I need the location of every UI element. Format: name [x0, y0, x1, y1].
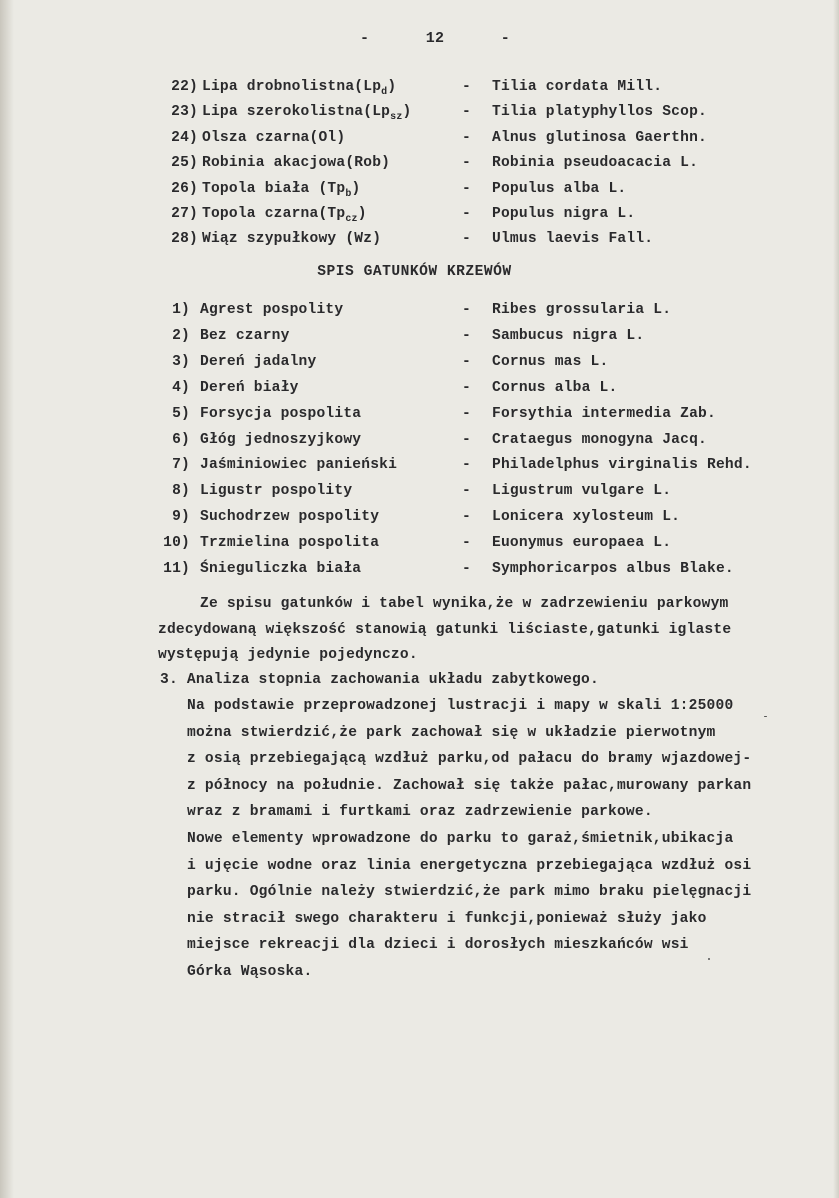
item-number: 6)	[172, 431, 190, 448]
separator-dash: -	[462, 457, 471, 474]
separator-dash: -	[462, 327, 471, 344]
section-3-line: parku. Ogólnie należy stwierdzić,że park mimo braku pielęgnacji	[187, 884, 752, 901]
page-left-edge-shadow	[0, 0, 14, 1198]
page-number-dash-right: -	[500, 30, 510, 47]
polish-name-text: Lipa drobnolistna(Lp	[202, 79, 382, 95]
latin-name: Populus nigra L.	[492, 206, 636, 222]
closing-paren: )	[351, 180, 361, 197]
closing-paren: )	[402, 104, 412, 121]
item-number: 1)	[172, 302, 190, 318]
section-3-line: można stwierdzić,że park zachował się w układzie pierwotnym	[187, 724, 716, 741]
separator-dash: -	[462, 129, 471, 146]
closing-paren: )	[387, 79, 397, 95]
separator-dash: -	[462, 104, 471, 121]
separator-dash: -	[462, 206, 471, 222]
item-number: 5)	[172, 405, 190, 422]
separator-dash: -	[462, 353, 471, 370]
latin-name: Forsythia intermedia Zab.	[492, 405, 716, 422]
item-number: 24)	[171, 129, 198, 146]
polish-name	[202, 205, 367, 223]
polish-name: Agrest pospolity	[200, 302, 344, 318]
abbreviation-subscript: cz	[345, 214, 358, 225]
separator-dash: -	[462, 379, 471, 396]
polish-name	[202, 129, 345, 147]
polish-name: Jaśminiowiec panieński	[200, 457, 398, 474]
separator-dash: -	[462, 431, 471, 448]
polish-name-text: Olsza czarna(Ol)	[202, 129, 346, 146]
item-number: 7)	[172, 457, 190, 474]
item-number: 8)	[172, 483, 190, 500]
polish-name-text: Robinia akacjowa(Rob)	[202, 155, 391, 172]
polish-name	[202, 180, 361, 198]
latin-name: Cornus alba L.	[492, 379, 618, 396]
polish-name: Dereń biały	[200, 379, 299, 396]
page-number	[360, 30, 510, 47]
section-3-line: z północy na południe. Zachował się także pałac,murowany parkan	[187, 777, 752, 794]
latin-name: Alnus glutinosa Gaerthn.	[492, 129, 707, 146]
summary-line: występują jedynie pojedynczo.	[158, 647, 418, 663]
polish-name	[202, 78, 396, 96]
separator-dash: -	[462, 509, 471, 526]
section-3-line: Na podstawie przeprowadzonej lustracji i mapy w skali 1:25000	[187, 698, 734, 714]
latin-name: Lonicera xylosteum L.	[492, 509, 681, 526]
item-number: 10)	[163, 535, 190, 552]
polish-name	[202, 103, 412, 124]
section-3-line: wraz z bramami i furtkami oraz zadrzewienie parkowe.	[187, 804, 653, 821]
paper-speck	[764, 716, 767, 717]
latin-name: Sambucus nigra L.	[492, 327, 645, 344]
separator-dash: -	[462, 483, 471, 500]
polish-name: Śnieguliczka biała	[200, 561, 362, 577]
separator-dash: -	[462, 79, 471, 95]
latin-name: Tilia platyphyllos Scop.	[492, 104, 707, 121]
separator-dash: -	[462, 561, 471, 577]
separator-dash: -	[462, 155, 471, 172]
latin-name: Euonymus europaea L.	[492, 535, 672, 552]
abbreviation-subscript: sz	[390, 112, 403, 124]
latin-name: Populus alba L.	[492, 180, 627, 197]
summary-line: Ze spisu gatunków i tabel wynika,że w zadrzewieniu parkowym	[200, 596, 729, 612]
latin-name: Philadelphus virginalis Rehd.	[492, 457, 752, 474]
shrubs-section-title: SPIS GATUNKÓW KRZEWÓW	[317, 264, 512, 280]
polish-name: Trzmielina pospolita	[200, 535, 380, 552]
latin-name: Ligustrum vulgare L.	[492, 483, 672, 500]
section-3-line: miejsce rekreacji dla dzieci i dorosłych mieszkańców wsi	[187, 937, 689, 954]
polish-name: Suchodrzew pospolity	[200, 509, 380, 526]
section-3-line: Górka Wąsoska.	[187, 964, 313, 980]
item-number: 27)	[171, 206, 198, 222]
polish-name	[202, 230, 381, 248]
section-3-line: i ujęcie wodne oraz linia energetyczna przebiegająca wzdłuż osi	[187, 857, 752, 874]
latin-name: Tilia cordata Mill.	[492, 79, 663, 95]
paper-speck	[708, 958, 710, 960]
polish-name: Głóg jednoszyjkowy	[200, 431, 362, 448]
polish-name-text: Topola czarna(Tp	[202, 206, 346, 222]
section-3-line: z osią przebiegającą wzdłuż parku,od pałacu do bramy wjazdowej-	[187, 751, 752, 768]
page-number-value: 12	[425, 30, 445, 47]
latin-name: Crataegus monogyna Jacq.	[492, 431, 707, 448]
polish-name: Forsycja pospolita	[200, 405, 362, 422]
item-number: 2)	[172, 327, 190, 344]
section-3-line: nie stracił swego charakteru i funkcji,ponieważ służy jako	[187, 910, 707, 927]
polish-name: Bez czarny	[200, 327, 290, 344]
closing-paren: )	[357, 206, 367, 222]
item-number: 28)	[171, 231, 198, 248]
abbreviation-subscript: b	[345, 188, 352, 200]
latin-name: Symphoricarpos albus Blake.	[492, 561, 734, 577]
page-right-edge-shadow	[833, 0, 839, 1198]
item-number: 23)	[171, 104, 198, 121]
item-number: 11)	[163, 561, 190, 577]
latin-name: Ribes grossularia L.	[492, 302, 672, 318]
item-number: 25)	[171, 155, 198, 172]
polish-name: Dereń jadalny	[200, 353, 317, 370]
latin-name: Robinia pseudoacacia L.	[492, 155, 699, 172]
polish-name: Ligustr pospolity	[200, 483, 353, 500]
polish-name-text: Lipa szerokolistna(Lp	[202, 104, 391, 121]
latin-name: Ulmus laevis Fall.	[492, 231, 654, 248]
item-number: 9)	[172, 509, 190, 526]
polish-name-text: Topola biała (Tp	[202, 180, 346, 197]
item-number: 4)	[172, 379, 190, 396]
item-number: 3)	[172, 353, 190, 370]
section-3-heading: 3. Analiza stopnia zachowania układu zabytkowego.	[160, 672, 599, 688]
page-number-dash-left: -	[360, 30, 370, 47]
separator-dash: -	[462, 231, 471, 248]
summary-line: zdecydowaną większość stanowią gatunki liściaste,gatunki iglaste	[158, 621, 732, 638]
separator-dash: -	[462, 405, 471, 422]
item-number: 22)	[171, 79, 198, 95]
separator-dash: -	[462, 302, 471, 318]
abbreviation-subscript: d	[381, 87, 388, 98]
separator-dash: -	[462, 180, 471, 197]
polish-name	[202, 154, 390, 172]
item-number: 26)	[171, 180, 198, 197]
section-3-line: Nowe elementy wprowadzone do parku to garaż,śmietnik,ubikacja	[187, 831, 734, 847]
separator-dash: -	[462, 535, 471, 552]
latin-name: Cornus mas L.	[492, 353, 609, 370]
polish-name-text: Wiąz szypułkowy (Wz)	[202, 231, 382, 248]
